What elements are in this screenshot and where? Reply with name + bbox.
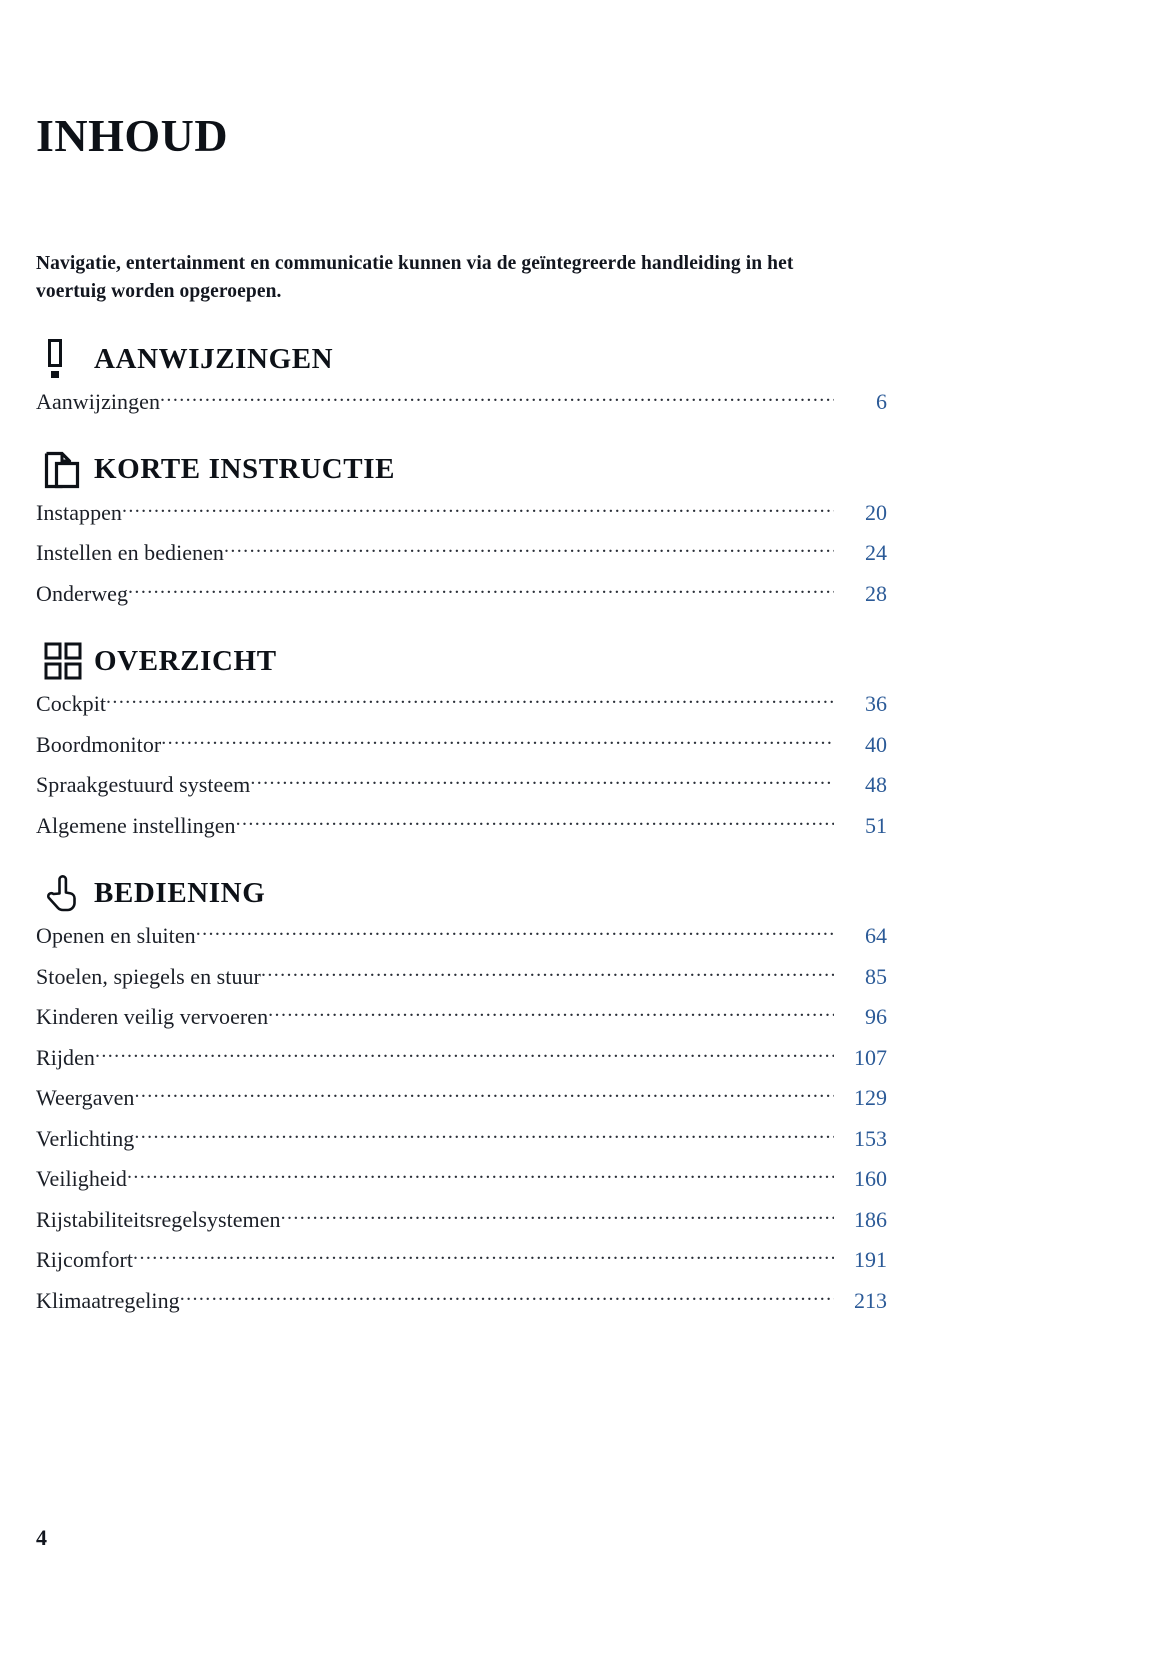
toc-entry-label: Algemene instellingen [36, 812, 236, 838]
intro-paragraph: Navigatie, entertainment en communicatie kunnen via de geïntegreerde handleiding in het voertuig worden opgeroepen. [36, 253, 794, 302]
toc-entry-label: Onderweg [36, 580, 129, 606]
toc-entry-label: Verlichting [36, 1125, 135, 1151]
toc-entry-page-number: 20 [865, 499, 887, 525]
section-title: OVERZICHT [94, 644, 277, 677]
toc-leader-dots [268, 1002, 834, 1024]
toc-entry-page-number: 28 [865, 580, 887, 606]
toc-section [36, 867, 887, 1326]
toc-entry[interactable] [36, 1286, 887, 1327]
toc-entry-label: Rijcomfort [36, 1247, 134, 1272]
toc-entry-page-number: 24 [865, 540, 887, 565]
section-heading [36, 635, 887, 687]
toc-entry-page-number: 186 [854, 1206, 887, 1232]
grid-squares-icon [36, 639, 90, 683]
toc-leader-dots [106, 689, 834, 711]
page-title: INHOUD [36, 110, 229, 161]
toc-entry-label: Weergaven [36, 1085, 135, 1110]
toc-entry-label: Cockpit [36, 691, 107, 716]
toc-entry-label: Veiligheid [36, 1166, 127, 1191]
toc-leader-dots [160, 387, 834, 409]
toc-entry-label: Stoelen, spiegels en stuur [36, 963, 261, 989]
toc-leader-dots [180, 1286, 834, 1308]
toc-entry-page-number: 6 [876, 389, 887, 414]
toc-entry-label: Openen en sluiten [36, 923, 196, 948]
toc-entry-page-number: 64 [865, 923, 887, 948]
section-heading [36, 867, 887, 919]
toc-leader-dots [224, 538, 834, 560]
toc-entry[interactable] [36, 579, 887, 620]
toc-entry-page-number: 48 [865, 772, 887, 797]
toc-entry-page-number: 40 [865, 731, 887, 757]
toc-entry[interactable] [36, 498, 887, 539]
toc-entry[interactable] [36, 1083, 887, 1124]
table-of-contents [36, 333, 887, 1328]
section-title: KORTE INSTRUCTIE [94, 453, 396, 485]
toc-entry[interactable] [36, 689, 887, 730]
toc-leader-dots [127, 1164, 834, 1186]
section-title: BEDIENING [94, 876, 266, 909]
toc-entry-label: Klimaatregeling [36, 1287, 180, 1313]
toc-entry-label: Boordmonitor [36, 731, 162, 757]
toc-entry-page-number: 96 [865, 1004, 887, 1029]
toc-leader-dots [128, 579, 834, 601]
toc-entry[interactable] [36, 921, 887, 962]
toc-entry-page-number: 160 [854, 1166, 887, 1191]
toc-entry[interactable] [36, 770, 887, 811]
toc-entry-label: Aanwijzingen [36, 389, 161, 414]
toc-entry[interactable] [36, 1043, 887, 1084]
toc-leader-dots [134, 1124, 834, 1146]
section-heading [36, 444, 887, 496]
toc-entry-page-number: 36 [865, 691, 887, 716]
section-title: AANWIJZINGEN [94, 342, 334, 375]
toc-leader-dots [250, 770, 834, 792]
toc-entry[interactable] [36, 1002, 887, 1043]
section-heading [36, 333, 887, 385]
toc-section [36, 333, 887, 428]
toc-entry-page-number: 129 [854, 1085, 887, 1110]
toc-entry-label: Kinderen veilig vervoeren [36, 1004, 269, 1029]
toc-entry-page-number: 153 [854, 1125, 887, 1151]
toc-entry-label: Rijden [36, 1044, 95, 1070]
toc-entry[interactable] [36, 1245, 887, 1286]
toc-section [36, 635, 887, 851]
toc-entry-page-number: 213 [854, 1287, 887, 1313]
toc-leader-dots [95, 1043, 834, 1065]
folio-page-number: 4 [36, 1525, 47, 1550]
toc-section [36, 444, 887, 620]
toc-entry[interactable] [36, 962, 887, 1003]
toc-entry-label: Instappen [36, 499, 122, 525]
toc-entry-page-number: 51 [865, 812, 887, 838]
toc-leader-dots [134, 1083, 834, 1105]
exclamation-mark-icon [36, 337, 90, 381]
toc-entry[interactable] [36, 1164, 887, 1205]
toc-leader-dots [236, 811, 834, 833]
toc-leader-dots [261, 962, 834, 984]
toc-entry[interactable] [36, 1124, 887, 1165]
toc-entry[interactable] [36, 387, 887, 428]
toc-entry-page-number: 107 [854, 1044, 887, 1070]
toc-entry-label: Spraakgestuurd systeem [36, 772, 251, 797]
toc-entry-label: Rijstabiliteitsregelsystemen [36, 1206, 281, 1232]
copy-documents-icon [36, 448, 90, 492]
toc-entry[interactable] [36, 1205, 887, 1246]
toc-entry-page-number: 191 [854, 1247, 887, 1272]
toc-leader-dots [133, 1245, 834, 1267]
toc-entry-page-number: 85 [865, 963, 887, 989]
toc-entry[interactable] [36, 811, 887, 852]
toc-entry[interactable] [36, 538, 887, 579]
pointing-hand-icon [36, 871, 90, 915]
toc-entry[interactable] [36, 730, 887, 771]
toc-leader-dots [122, 498, 834, 520]
toc-leader-dots [161, 730, 834, 752]
toc-entry-label: Instellen en bedienen [36, 540, 224, 565]
toc-leader-dots [196, 921, 834, 943]
toc-leader-dots [281, 1205, 834, 1227]
